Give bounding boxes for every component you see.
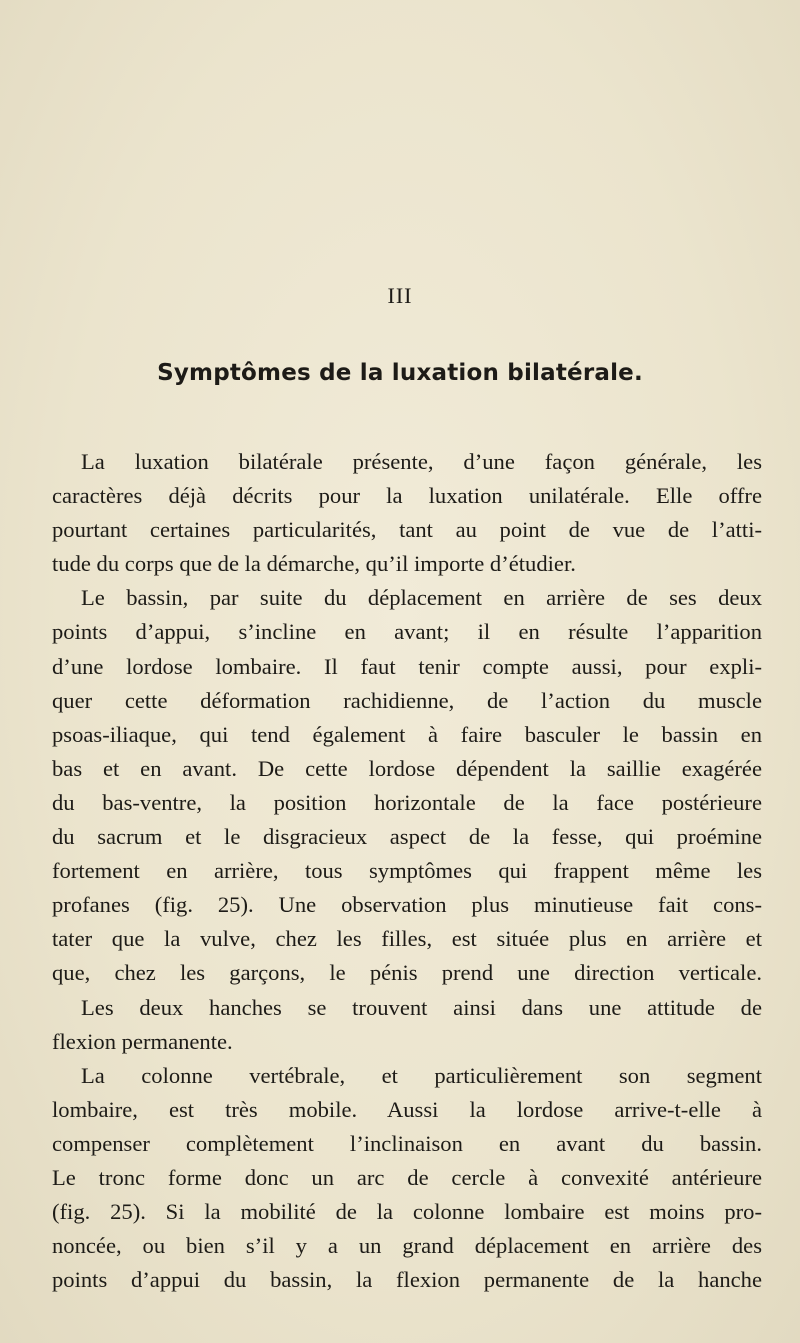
text-line: compenser complètement l’inclinaison en avant du bassin. [52,1130,762,1156]
text-line: noncée, ou bien s’il y a un grand déplacement en arrière des [52,1233,762,1259]
text-line: lombaire, est très mobile. Aussi la lordose arrive-t-elle à [52,1096,762,1122]
text-line: quer cette déformation rachidienne, de l’action du muscle [52,687,762,713]
text-line: tater que la vulve, chez les filles, est située plus en arrière et [52,926,762,952]
body-text [52,445,762,1297]
text-line: que, chez les garçons, le pénis prend une direction verticale. [52,960,762,986]
text-line: caractères déjà décrits pour la luxation unilatérale. Elle offre [52,483,762,509]
text-line: (fig. 25). Si la mobilité de la colonne lombaire est moins pro- [52,1199,762,1225]
text-line: Le bassin, par suite du déplacement en arrière de ses deux [81,585,762,611]
text-line: points d’appui, s’incline en avant; il en résulte l’apparition [52,619,762,645]
text-line: flexion permanente. [52,1028,233,1054]
text-line: La luxation bilatérale présente, d’une façon générale, les [81,449,762,474]
text-line: Le tronc forme donc un arc de cercle à convexité antérieure [52,1164,762,1190]
text-line: La colonne vertébrale, et particulièrement son segment [81,1062,762,1088]
text-line: psoas-iliaque, qui tend également à faire basculer le bassin en [52,721,762,747]
text-line: du bas-ventre, la position horizontale de la face postérieure [52,789,762,815]
text-line: tude du corps que de la démarche, qu’il importe d’étudier. [52,551,576,577]
chapter-title: Symptômes de la luxation bilatérale. [157,360,643,386]
text-line: Les deux hanches se trouvent ainsi dans une attitude de [81,994,762,1020]
chapter-number: III [387,283,413,308]
text-line: profanes (fig. 25). Une observation plus minutieuse fait cons- [52,892,762,918]
text-line: fortement en arrière, tous symptômes qui frappent même les [52,858,762,884]
text-line: points d’appui du bassin, la flexion permanente de la hanche [52,1267,762,1293]
text-line: d’une lordose lombaire. Il faut tenir compte aussi, pour expli- [52,653,762,679]
text-line: pourtant certaines particularités, tant au point de vue de l’atti- [52,517,762,543]
text-line: du sacrum et le disgracieux aspect de la fesse, qui proémine [52,824,762,850]
text-line: bas et en avant. De cette lordose dépendent la saillie exagérée [52,755,762,781]
